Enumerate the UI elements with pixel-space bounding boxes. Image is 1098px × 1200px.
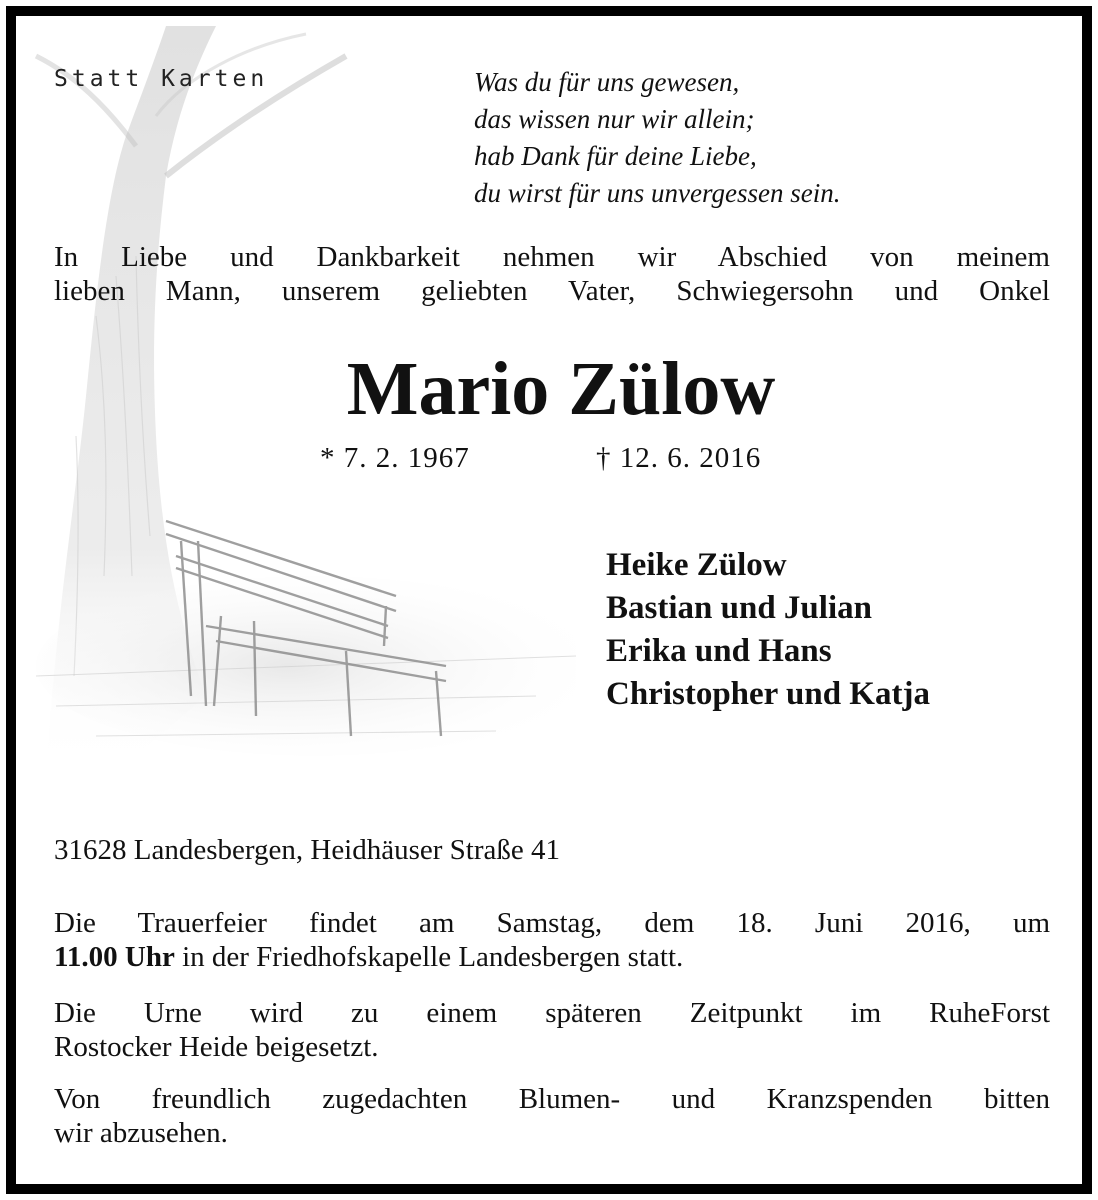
funeral-notice [54, 906, 1050, 974]
urn-line: Die Urne wird zu einem späteren Zeitpunkt im RuheForst [54, 997, 1050, 1029]
poem-line: hab Dank für deine Liebe, [474, 141, 757, 171]
flowers-line: wir abzusehen. [54, 1117, 228, 1149]
funeral-location: in der Friedhofskapelle Landesbergen statt. [174, 941, 684, 973]
poem-line: du wirst für uns unvergessen sein. [474, 178, 841, 208]
funeral-time: 11.00 Uhr [54, 941, 175, 973]
mourner-name: Christopher und Katja [606, 676, 930, 712]
urn-notice [54, 996, 1050, 1064]
mourner-name: Bastian und Julian [606, 590, 872, 626]
flowers-line: Von freundlich zugedachten Blumen- und Kranzspenden bitten [54, 1083, 1050, 1115]
obituary-frame [6, 6, 1092, 1194]
birth-date: * 7. 2. 1967 [320, 442, 470, 474]
deceased-name: Mario Zülow [346, 347, 776, 431]
funeral-line [54, 940, 1050, 974]
statt-karten-label: Statt Karten [54, 66, 269, 92]
mourner-name: Heike Zülow [606, 547, 787, 583]
mourner-name: Erika und Hans [606, 633, 832, 669]
mourners-list [606, 544, 930, 716]
intro-line: In Liebe und Dankbarkeit nehmen wir Abschied von meinem [54, 241, 1050, 273]
intro-text [54, 240, 1050, 308]
flowers-notice [54, 1082, 1050, 1150]
poem-line: das wissen nur wir allein; [474, 104, 755, 134]
memorial-poem [474, 64, 841, 212]
poem-line: Was du für uns gewesen, [474, 67, 740, 97]
family-address: 31628 Landesbergen, Heidhäuser Straße 41 [54, 834, 561, 866]
intro-line: lieben Mann, unserem geliebten Vater, Schwiegersohn und Onkel [54, 275, 1050, 307]
funeral-line: Die Trauerfeier findet am Samstag, dem 18. Juni 2016, um [54, 907, 1050, 939]
urn-line: Rostocker Heide beigesetzt. [54, 1031, 379, 1063]
death-date: † 12. 6. 2016 [596, 442, 762, 474]
